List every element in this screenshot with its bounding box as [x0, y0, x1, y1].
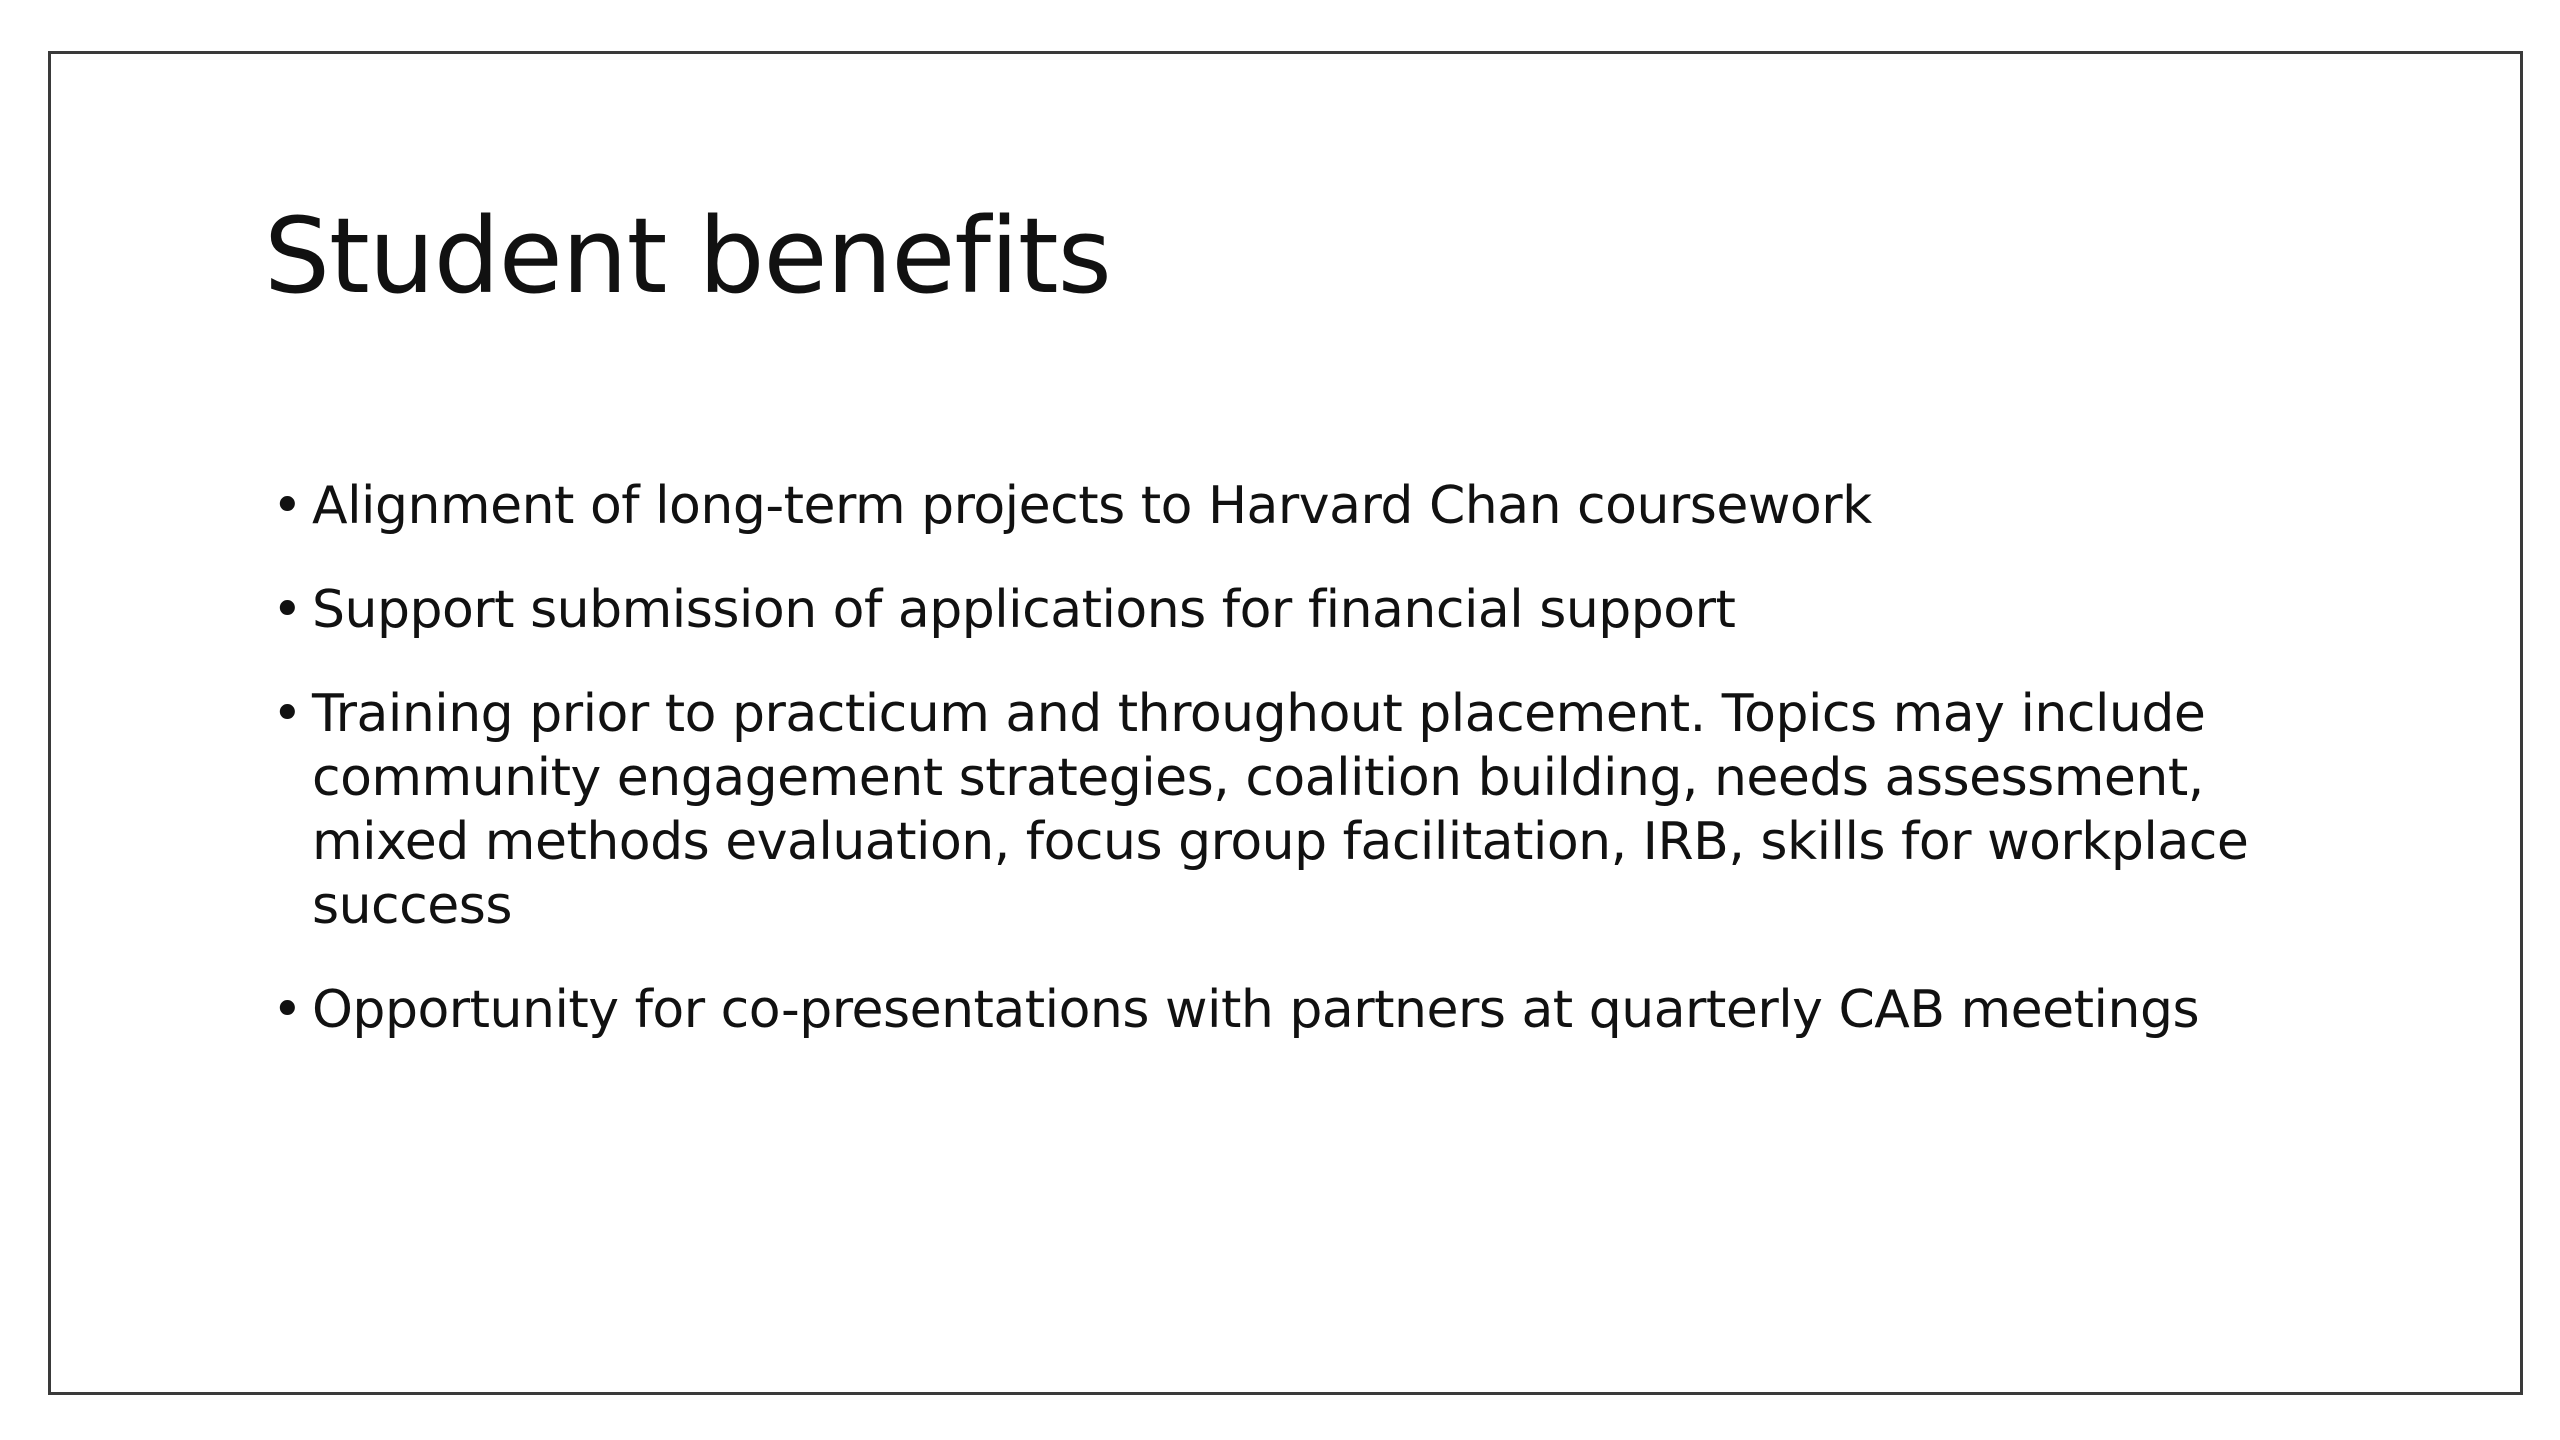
slide-title: Student benefits: [264, 195, 1111, 317]
slide-frame: [48, 51, 2523, 1395]
bullet-text: Support submission of applications for financial support: [312, 580, 1736, 640]
bullet-dot-icon: •: [272, 580, 303, 640]
bullet-item: [264, 682, 2364, 938]
bullet-text: Opportunity for co-presentations with partners at quarterly CAB meetings: [312, 980, 2200, 1040]
bullet-item: [264, 474, 2364, 538]
bullet-list: [264, 474, 2364, 1082]
bullet-dot-icon: •: [272, 476, 303, 536]
bullet-dot-icon: •: [272, 684, 303, 744]
bullet-item: [264, 578, 2364, 642]
bullet-item: [264, 978, 2364, 1042]
bullet-text: Alignment of long-term projects to Harvard Chan coursework: [312, 476, 1872, 536]
bullet-dot-icon: •: [272, 980, 303, 1040]
bullet-text: Training prior to practicum and throughout placement. Topics may include community engagement strategies, coalition building, needs assessment, mixed methods evaluation, focus group facilitation, IRB, skills for workplace success: [312, 684, 2249, 936]
